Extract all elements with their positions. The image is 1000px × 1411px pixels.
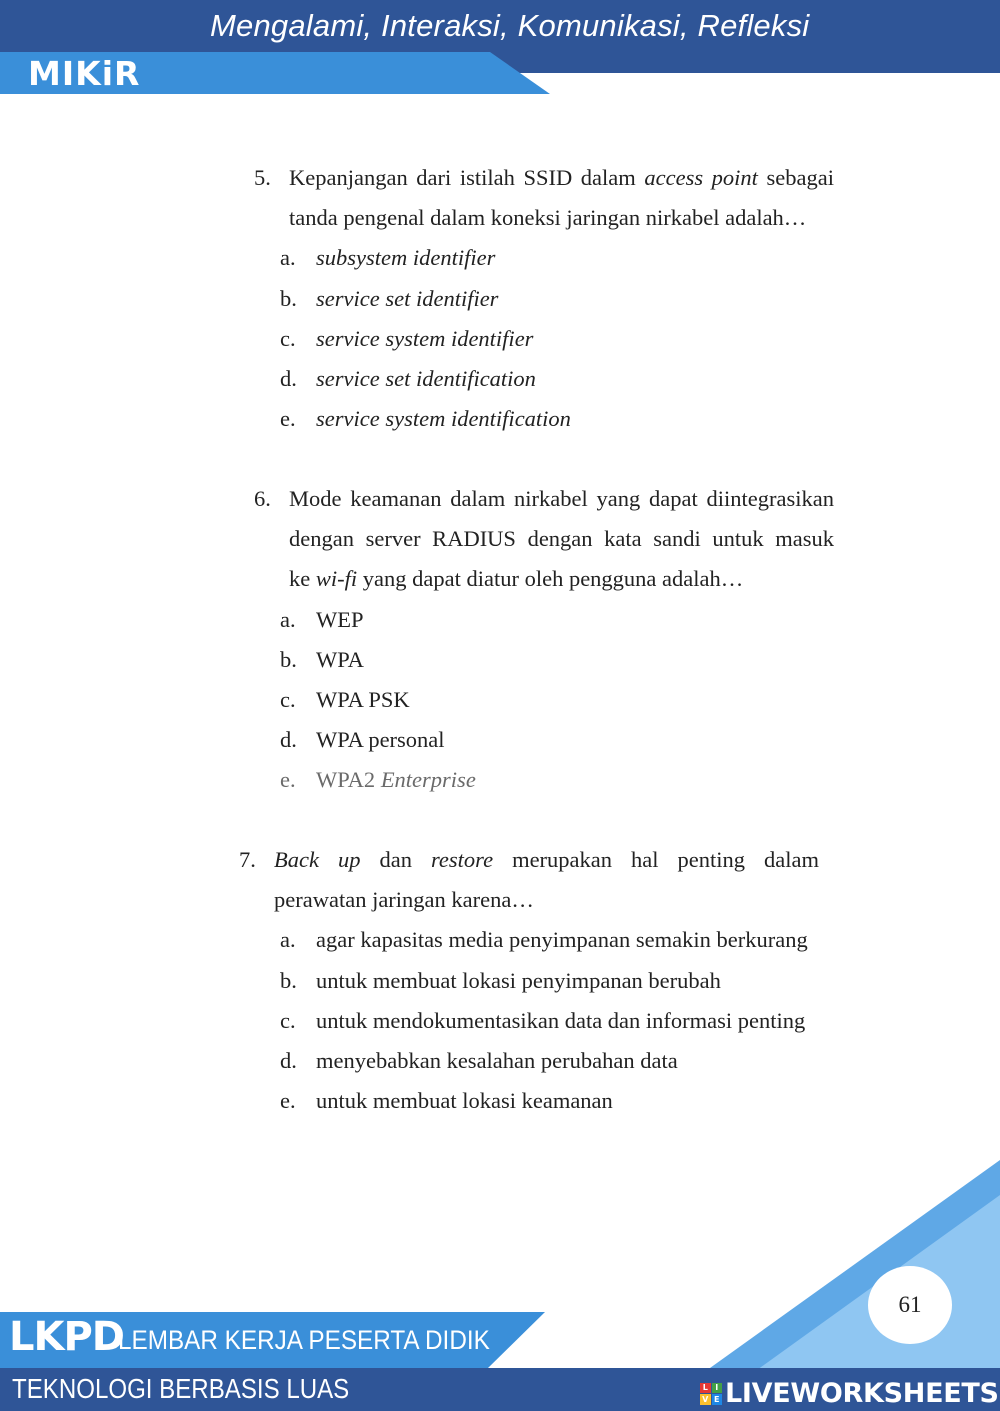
option-letter: a. bbox=[280, 927, 296, 953]
option-letter: c. bbox=[280, 1007, 296, 1033]
question-text-line: Kepanjangan dari istilah SSID dalam access point sebagai bbox=[289, 165, 835, 190]
question-text-line: Mode keamanan dalam nirkabel yang dapat diintegrasikan bbox=[289, 486, 834, 511]
option-text: agar kapasitas media penyimpanan semakin berkurang bbox=[316, 927, 808, 953]
question-number: 7. bbox=[239, 847, 256, 872]
option-letter: d. bbox=[280, 727, 297, 753]
header-slogan: Mengalami, Interaksi, Komunikasi, Refleksi bbox=[210, 8, 810, 43]
question-text-line: dengan server RADIUS dengan kata sandi untuk masuk bbox=[289, 526, 834, 552]
question-text-line: ke wi-fi yang dapat diatur oleh pengguna adalah… bbox=[289, 566, 744, 592]
liveworksheets-logo[interactable] bbox=[700, 1378, 999, 1409]
option-text: untuk membuat lokasi keamanan bbox=[316, 1088, 613, 1114]
option-text: WPA personal bbox=[316, 727, 445, 753]
footer-lkpd: LKPD bbox=[9, 1314, 125, 1360]
page-number: 61 bbox=[868, 1266, 952, 1344]
option-text: WEP bbox=[316, 606, 364, 632]
option-letter: e. bbox=[280, 767, 296, 793]
option-text: WPA2 Enterprise bbox=[316, 767, 476, 793]
option-text: untuk membuat lokasi penyimpanan berubah bbox=[316, 967, 721, 993]
question-text-line: perawatan jaringan karena… bbox=[274, 887, 534, 913]
question-text-line: tanda pengenal dalam koneksi jaringan nirkabel adalah… bbox=[289, 205, 807, 231]
footer-subject: TEKNOLOGI BERBASIS LUAS bbox=[12, 1373, 350, 1404]
liveworksheets-icon: L I V E bbox=[700, 1383, 722, 1405]
option-text: WPA bbox=[316, 646, 364, 672]
question-number: 6. bbox=[254, 486, 271, 511]
section-title: MIKiR bbox=[28, 54, 141, 93]
option-text: menyebabkan kesalahan perubahan data bbox=[316, 1047, 678, 1073]
option-letter: b. bbox=[280, 285, 297, 311]
question-number: 5. bbox=[254, 165, 271, 190]
option-text: service system identification bbox=[316, 406, 571, 432]
option-letter: e. bbox=[280, 406, 296, 432]
option-letter: d. bbox=[280, 1047, 297, 1073]
option-letter: b. bbox=[280, 646, 297, 672]
option-letter: c. bbox=[280, 325, 296, 351]
option-text: service set identifier bbox=[316, 285, 499, 311]
option-letter: a. bbox=[280, 606, 296, 632]
liveworksheets-text: LIVEWORKSHEETS bbox=[725, 1378, 999, 1409]
option-letter: b. bbox=[280, 967, 297, 993]
option-letter: d. bbox=[280, 365, 297, 391]
option-text: service set identification bbox=[316, 365, 536, 391]
option-letter: c. bbox=[280, 686, 296, 712]
footer-lkpd-full: LEMBAR KERJA PESERTA DIDIK bbox=[118, 1325, 490, 1355]
option-text: untuk mendokumentasikan data dan informasi penting bbox=[316, 1007, 806, 1033]
option-letter: e. bbox=[280, 1088, 296, 1114]
option-letter: a. bbox=[280, 245, 296, 271]
option-text: service system identifier bbox=[316, 325, 534, 351]
question-text-line: Back up dan restore merupakan hal penting dalam bbox=[274, 847, 819, 872]
option-text: WPA PSK bbox=[316, 686, 410, 712]
option-text: subsystem identifier bbox=[316, 245, 496, 271]
